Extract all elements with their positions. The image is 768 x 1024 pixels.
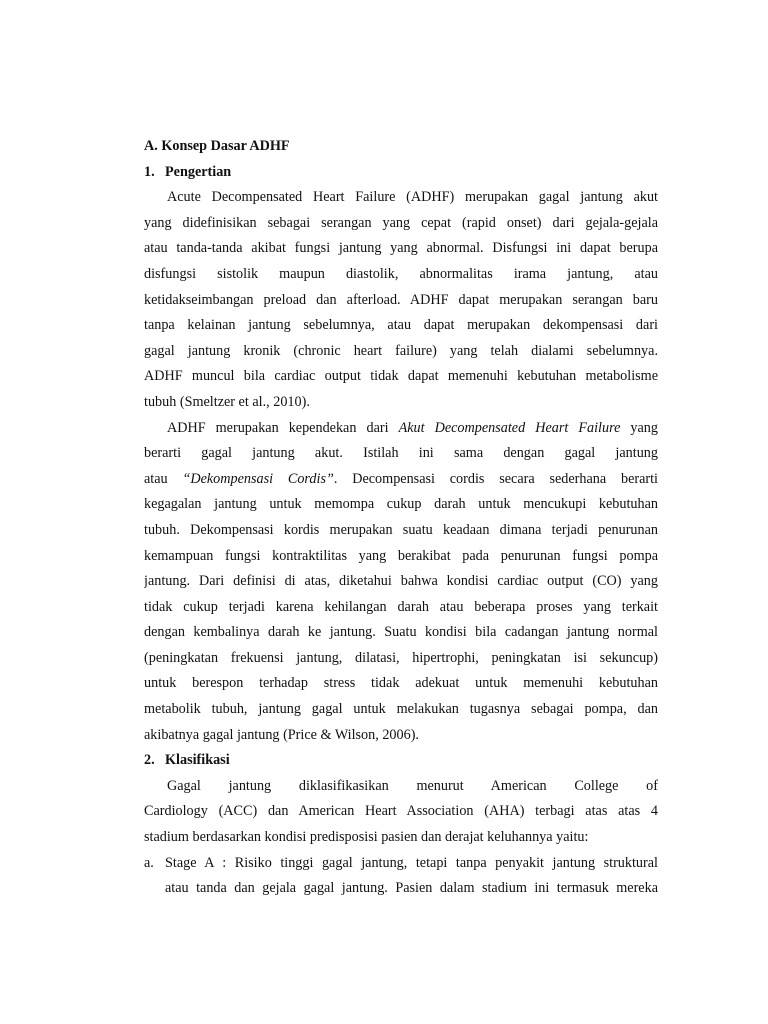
list-item-text: Stage A : Risiko tinggi gagal jantung, tetapi tanpa penyakit jantung struktural: [165, 854, 658, 871]
paragraph-line: stadium berdasarkan kondisi predisposisi pasien dan derajat keluhannya yaitu:: [144, 829, 589, 846]
list-item-line: [144, 851, 658, 877]
list-item-stage-a: [144, 851, 658, 902]
subsection-title: Pengertian: [165, 163, 232, 180]
document-body: [144, 134, 658, 902]
paragraph-line: Gagal jantung diklasifikasikan menurut American College of: [167, 777, 658, 794]
text-run: . Decompensasi cordis secara sederhana berarti: [333, 470, 658, 487]
subsection-heading-pengertian: [144, 160, 658, 186]
paragraph-line: untuk berespon terhadap stress tidak adekuat untuk memenuhi kebutuhan: [144, 675, 658, 692]
list-marker: a.: [144, 854, 154, 871]
paragraph-line: kegagalan jantung untuk memompa cukup darah untuk mencukupi kebutuhan: [144, 496, 658, 513]
paragraph-line: (peningkatan frekuensi jantung, dilatasi, hipertrophi, peningkatan isi sekuncup): [144, 649, 658, 666]
section-heading: A. Konsep Dasar ADHF: [144, 138, 290, 154]
subsection-heading-klasifikasi: [144, 748, 658, 774]
italic-term: Akut Decompensated Heart Failure: [398, 419, 621, 436]
paragraph-line: tubuh. Dekompensasi kordis merupakan suatu keadaan dimana terjadi penurunan: [144, 521, 658, 538]
subsection-number: 2.: [144, 752, 155, 769]
paragraph-pengertian-2: [144, 416, 658, 749]
paragraph-line: kemampuan fungsi kontraktilitas yang berakibat pada penurunan fungsi pompa: [144, 547, 658, 564]
paragraph-line: jantung. Dari definisi di atas, diketahui bahwa kondisi cardiac output (CO) yang: [144, 573, 658, 590]
paragraph-line: disfungsi sistolik maupun diastolik, abnormalitas irama jantung, atau: [144, 265, 658, 282]
subsection-title: Klasifikasi: [165, 752, 230, 769]
subsection-number: 1.: [144, 163, 155, 180]
paragraph-line: berarti gagal jantung akut. Istilah ini sama dengan gagal jantung: [144, 445, 658, 462]
paragraph-line: [144, 416, 658, 442]
text-run: ADHF merupakan kependekan dari: [167, 419, 399, 436]
paragraph-line: ketidakseimbangan preload dan afterload. ADHF dapat merupakan serangan baru: [144, 291, 658, 308]
list-item-line: atau tanda dan gejala gagal jantung. Pasien dalam stadium ini termasuk mereka: [165, 880, 658, 897]
paragraph-line: Acute Decompensated Heart Failure (ADHF) merupakan gagal jantung akut: [167, 189, 658, 206]
text-run: atau: [144, 470, 183, 487]
paragraph-line: dengan kembalinya darah ke jantung. Suatu kondisi bila cadangan jantung normal: [144, 624, 658, 641]
paragraph-line: metabolik tubuh, jantung gagal untuk melakukan tugasnya sebagai pompa, dan: [144, 701, 658, 718]
paragraph-line: tubuh (Smeltzer et al., 2010).: [144, 393, 310, 410]
paragraph-line: tidak cukup terjadi karena kehilangan darah atau beberapa proses yang terkait: [144, 598, 658, 615]
italic-term: “Dekompensasi Cordis”: [182, 470, 334, 487]
paragraph-line: akibatnya gagal jantung (Price & Wilson, 2006).: [144, 726, 419, 743]
paragraph-line: tanpa kelainan jantung sebelumnya, atau dapat merupakan dekompensasi dari: [144, 317, 658, 334]
paragraph-pengertian-1: [144, 185, 658, 415]
paragraph-klasifikasi: [144, 774, 658, 851]
paragraph-line: yang didefinisikan sebagai serangan yang cepat (rapid onset) dari gejala-gejala: [144, 214, 658, 231]
paragraph-line: gagal jantung kronik (chronic heart failure) yang telah dialami sebelumnya.: [144, 342, 658, 359]
paragraph-line: Cardiology (ACC) dan American Heart Association (AHA) terbagi atas atas 4: [144, 803, 658, 820]
paragraph-line: ADHF muncul bila cardiac output tidak dapat memenuhi kebutuhan metabolisme: [144, 368, 658, 385]
text-run: yang: [620, 419, 658, 436]
paragraph-line: [144, 467, 658, 493]
paragraph-line: atau tanda-tanda akibat fungsi jantung yang abnormal. Disfungsi ini dapat berupa: [144, 240, 658, 257]
